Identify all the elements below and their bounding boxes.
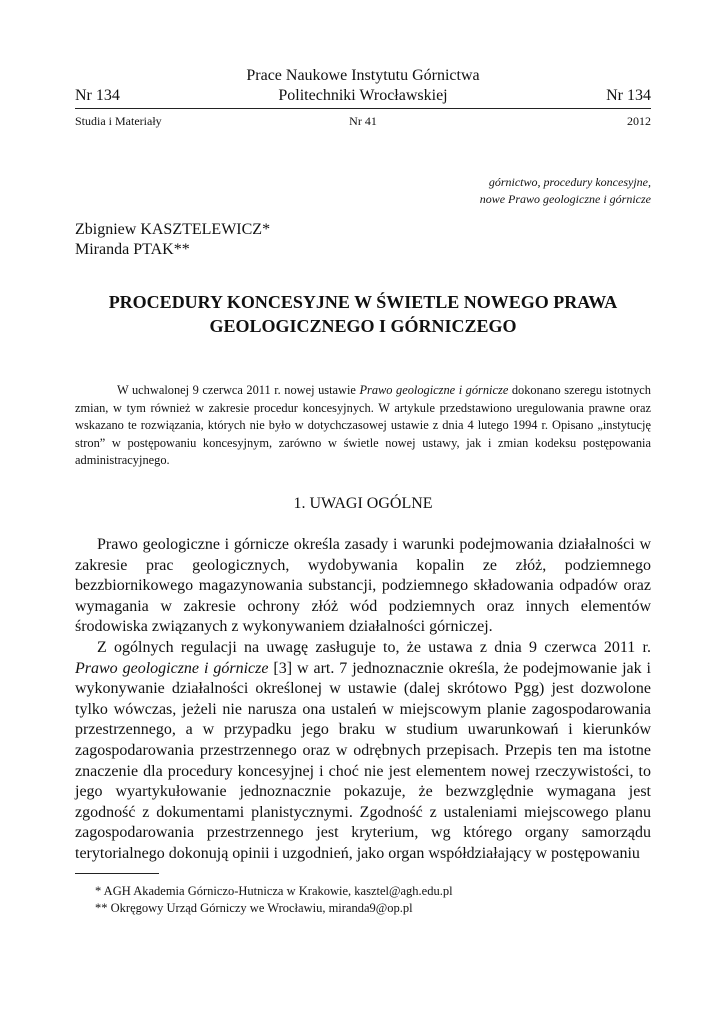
paper-title <box>75 290 651 338</box>
title-line2: GEOLOGICZNEGO I GÓRNICZEGO <box>209 316 517 336</box>
journal-name-line1: Prace Naukowe Instytutu Górnictwa <box>246 67 480 84</box>
author-2: Miranda PTAK** <box>75 241 190 258</box>
title-line1: PROCEDURY KONCESYJNE W ŚWIETLE NOWEGO PRAWA <box>108 292 618 312</box>
footnotes <box>75 883 453 917</box>
body-paragraph-2 <box>75 638 651 865</box>
keywords-line1: górnictwo, procedury koncesyjne, <box>488 175 651 189</box>
section-heading: 1. UWAGI OGÓLNE <box>293 495 433 512</box>
body-p2-italic-title: Prawo geologiczne i górnicze <box>75 659 269 677</box>
author-1: Zbigniew KASZTELEWICZ* <box>75 221 271 238</box>
series-name: Studia i Materiały <box>75 114 162 128</box>
body-paragraph-1: Prawo geologiczne i górnicze określa zasady i warunki podejmowania działalności w zakresie prac geologicznych, wydobywania kopalin ze złóż, podziemnego bezzbiornikowego magazynowania substancji, podziemnego składowania odpadów oraz wymagania w zakresie ochrony złóż wód podziemnych oraz innych elementów środowiska związanych z wykonywaniem działalności górniczej. <box>75 536 651 636</box>
journal-name-line2: Politechniki Wrocławskiej <box>278 87 448 104</box>
authors <box>75 220 270 260</box>
issue-number-left: Nr 134 <box>75 87 120 104</box>
keywords <box>480 174 651 208</box>
body-p2-text-2: [3] w art. 7 jednoznacznie określa, że podejmowanie jak i wykonywanie działalności określonej w ustawie (dalej skrótowo Pgg) jest dozwolone tylko wówczas, jeżeli nie narusza ona ustaleń w miejscowym planie zagospodarowania przestrzennego, a w przypadku jego braku w studium uwarunkowań i kierunków zagospodarowania przestrzennego oraz w odrębnych przepisach. Przepis ten ma istotne znaczenie dla procedury koncesyjnej i choć nie jest elementem nowej rzeczywistości, to jego wyartykułowanie jednoznacznie pokazuje, że bezwzględnie wymagana jest zgodność z dokumentami planistycznymi. Zgodność z ustaleniami miejscowego planu zagospodarowania przestrzennego jest kryterium, wg którego organy samorządu terytorialnego dokonują opinii i uzgodnień, jako organ współdziałający w postępowaniu <box>75 659 651 862</box>
body-p2-text-1: Z ogólnych regulacji na uwagę zasługuje to, że ustawa z dnia 9 czerwca 2011 r. <box>97 638 651 656</box>
abstract-text-1: W uchwalonej 9 czerwca 2011 r. nowej ustawie <box>117 383 360 397</box>
publication-year: 2012 <box>627 114 651 128</box>
footnote-1: * AGH Akademia Górniczo-Hutnicza w Krakowie, kasztel@agh.edu.pl <box>95 884 453 898</box>
abstract-text-2: dokonano szeregu istotnych zmian, w tym również w zakresie procedur koncesyjnych. W artykule przedstawiono uregulowania prawne oraz wskazano te rozwiązania, których nie było w dotychczasowej ustawie z dnia 4 lutego 1994 r. Opisano „instytucję stron” w postępowaniu koncesyjnym, zarówno w świetle nowej ustawy, jak i zmian kodeksu postępowania administracyjnego. <box>75 383 651 467</box>
keywords-line2: nowe Prawo geologiczne i górnicze <box>479 192 651 206</box>
abstract-paragraph <box>75 382 651 470</box>
abstract-italic-title: Prawo geologiczne i górnicze <box>359 383 509 397</box>
header-rule <box>75 108 651 109</box>
series-number: Nr 41 <box>349 114 377 128</box>
footnote-2: ** Okręgowy Urząd Górniczy we Wrocławiu, miranda9@op.pl <box>95 901 413 915</box>
body-text <box>75 535 651 865</box>
abstract <box>75 382 651 470</box>
footnote-rule <box>75 873 159 874</box>
issue-number-right: Nr 134 <box>606 87 651 104</box>
